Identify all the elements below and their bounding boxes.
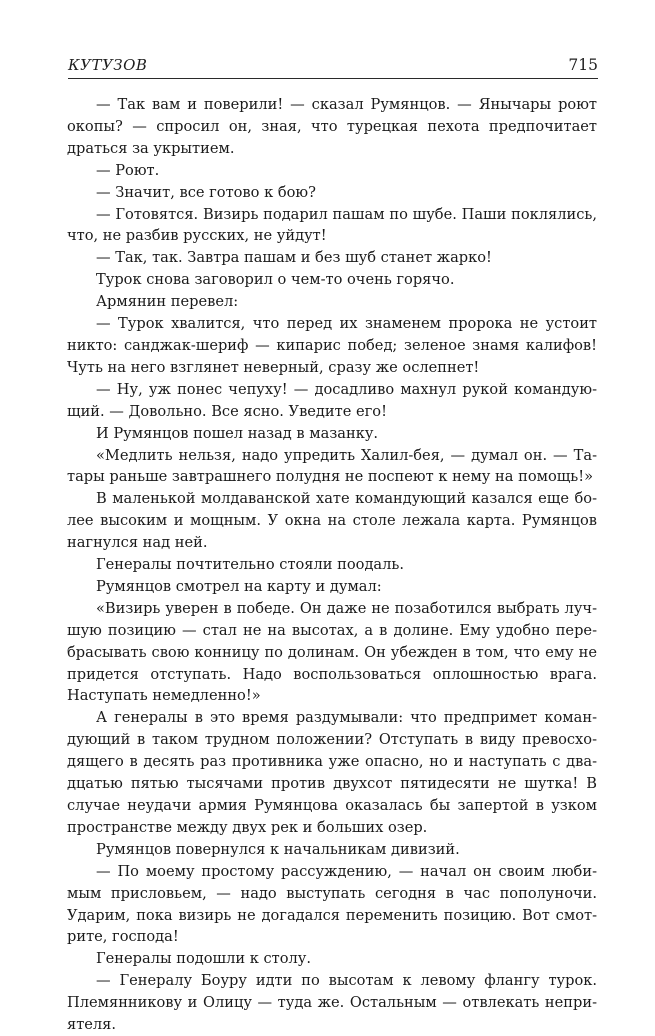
paragraph: — Так, так. Завтра пашам и без шуб станет жарко!	[96, 249, 492, 267]
paragraph: Румянцов повернулся к начальникам дивизий.	[96, 840, 460, 858]
paragraph: Румянцов смотрел на карту и думал:	[96, 577, 382, 595]
paragraph: Армянин перевел:	[96, 293, 239, 311]
paragraph: — По моему простому рассуждению, — начал он своим любимым присловьем, — надо выступать сегодня в час пополуночи. Ударим, пока визирь не догадался переменить позицию. Вот смотрите, господа!	[67, 862, 597, 946]
paragraph: В маленькой молдаванской хате командующий казался еще более высоким и мощным. У окна на столе лежала карта. Румянцов нагнулся над ней.	[67, 490, 597, 552]
paragraph: — Роют.	[96, 161, 160, 179]
paragraph: И Румянцов пошел назад в мазанку.	[96, 424, 379, 442]
paragraph: — Ну, уж понес чепуху! — досадливо махнул рукой командующий. — Довольно. Все ясно. Уведите его!	[67, 380, 597, 420]
page-number: 715	[568, 56, 598, 74]
paragraph: — Значит, все готово к бою?	[96, 183, 316, 201]
paragraph: Генералы почтительно стояли поодаль.	[96, 556, 404, 574]
paragraph: «Медлить нельзя, надо упредить Халил-бея, — думал он. — Татары раньше завтрашнего полудня не поспеют к нему на помощь!»	[67, 446, 597, 486]
paragraph: — Так вам и поверили! — сказал Румянцов. — Янычары роют окопы? — спросил он, зная, что турецкая пехота предпочитает драться за укрытием.	[67, 96, 597, 157]
paragraph: «Визирь уверен в победе. Он даже не позаботился выбрать лучшую позицию — стал не на высотах, а в долине. Ему удобно перебрасывать свою конницу по долинам. Он убежден в том, что ему не придется отступать. Надо воспользоваться оплошностью врага. Наступать немедленно!»	[67, 599, 597, 705]
paragraph: А генералы в это время раздумывали: что предпримет командующий в таком трудном положении? Отступать в виду превосходящего в десять раз противника уже опасно, но и наступать с двадцатью пятью тысячами против двухсот пятидесяти не шутка! В случае неудачи армия Румянцова оказалась бы запертой в узком пространстве между двух рек и больших озер.	[67, 709, 597, 836]
running-title: КУТУЗОВ	[68, 56, 148, 74]
paragraph: — Готовятся. Визирь подарил пашам по шубе. Паши поклялись, что, не разбив русских, не уйдут!	[67, 205, 597, 245]
paragraph: — Генералу Боуру идти по высотам к левому флангу турок. Племянникову и Олицу — туда же. Остальным — отвлекать неприятеля.	[67, 972, 597, 1034]
paragraph: Турок снова заговорил о чем-то очень горячо.	[96, 271, 455, 289]
page-body	[67, 94, 597, 1036]
paragraph: Генералы подошли к столу.	[96, 950, 312, 968]
running-head	[68, 56, 598, 79]
paragraph: — Турок хвалится, что перед их знаменем пророка не устоит никто: санджак-шериф — кипарис побед; зеленое знамя калифов! Чуть на него взглянет неверный, сразу же ослепнет!	[67, 315, 597, 376]
